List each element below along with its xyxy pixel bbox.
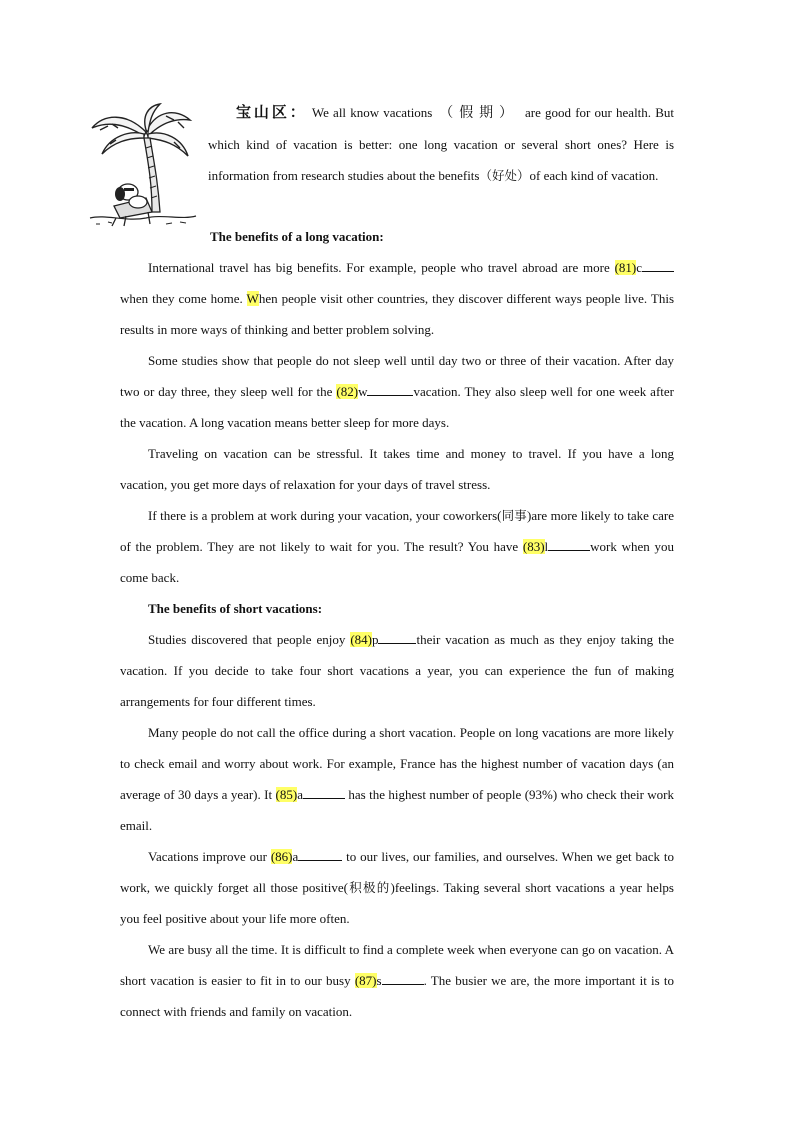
intro-cn-gloss: （好处） xyxy=(479,168,530,183)
blank-hint-letter: c xyxy=(636,260,643,275)
section-heading-long: The benefits of a long vacation: xyxy=(210,229,384,244)
section-heading-short: The benefits of short vacations: xyxy=(148,601,323,616)
question-number: (87) xyxy=(354,973,377,988)
blank-hint-letter: l xyxy=(544,539,549,554)
blank-hint-letter: a xyxy=(292,849,299,864)
answer-blank[interactable] xyxy=(548,538,590,551)
question-number: (85) xyxy=(275,787,298,802)
answer-blank[interactable] xyxy=(378,631,416,644)
answer-blank[interactable] xyxy=(382,972,424,985)
intro-cn-gloss: （假期） xyxy=(438,105,519,121)
article-body xyxy=(120,221,674,1027)
question-number: (84) xyxy=(350,632,372,647)
answer-blank[interactable] xyxy=(642,259,674,272)
paragraph: Traveling on vacation can be stressful. It takes time and money to travel. If you have a long vacation, you get more days of relaxation for your days of travel stress. xyxy=(120,446,674,492)
paragraph: Some studies show that people do not sleep well until day two or three of their vacation. After day two or day three, they sleep well for the (82)w vacation. They also sleep well for one week after the vacation. A long vacation means better sleep for more days. xyxy=(120,353,674,430)
intro-text: We all know vacations xyxy=(311,105,433,120)
question-number: (82) xyxy=(336,384,359,399)
blank-hint-letter: p xyxy=(371,632,379,647)
question-number: (81) xyxy=(614,260,637,275)
intro-text: are good for our health. But which kind of vacation is better: one long vacation or several short ones? Here is information from research studies about the benefits xyxy=(208,105,674,183)
paragraph: International travel has big benefits. For example, people who travel abroad are more (81)c when they come home. When people visit other countries, they discover different ways people live. This results in more ways of thinking and better problem solving. xyxy=(120,260,674,337)
answer-blank[interactable] xyxy=(367,383,413,396)
question-number: (83) xyxy=(522,539,545,554)
answer-blank[interactable] xyxy=(298,848,342,861)
paragraph: Studies discovered that people enjoy (84)p their vacation as much as they enjoy taking the vacation. If you decide to take four short vacations a year, you can experience the fun of making arrangements for four different times. xyxy=(120,632,675,709)
blank-hint-letter: w xyxy=(358,384,368,399)
answer-blank[interactable] xyxy=(303,786,345,799)
paragraph: Many people do not call the office during a short vacation. People on long vacations are more likely to check email and worry about work. For example, France has the highest number of vacation days (an average of 30 days a year). It (85)a has the highest number of people (93%) who check their work email. xyxy=(120,725,675,833)
paragraph: We are busy all the time. It is difficult to find a complete week when everyone can go on vacation. A short vacation is easier to fit in to our busy (87)s . The busier we are, the more important it is to connect with friends and family on vacation. xyxy=(120,942,675,1019)
paragraph: Vacations improve our (86)a to our lives, our families, and ourselves. When we get back to work, we quickly forget all those positive(积极的)feelings. Taking several short vacations a year helps you feel positive about your life more often. xyxy=(120,849,674,926)
paragraph: If there is a problem at work during your vacation, your coworkers(同事)are more likely to take care of the problem. They are not likely to wait for you. The result? You have (83)l work when you come back. xyxy=(120,508,674,585)
question-number: (86) xyxy=(270,849,293,864)
district-title: 宝山区： xyxy=(236,103,308,121)
blank-hint-letter: a xyxy=(297,787,303,802)
snoopy-palm-tree-beach-icon xyxy=(86,102,198,230)
intro-paragraph xyxy=(208,97,674,191)
blank-hint-letter: s xyxy=(376,973,382,988)
intro-text: of each kind of vacation. xyxy=(529,168,659,183)
